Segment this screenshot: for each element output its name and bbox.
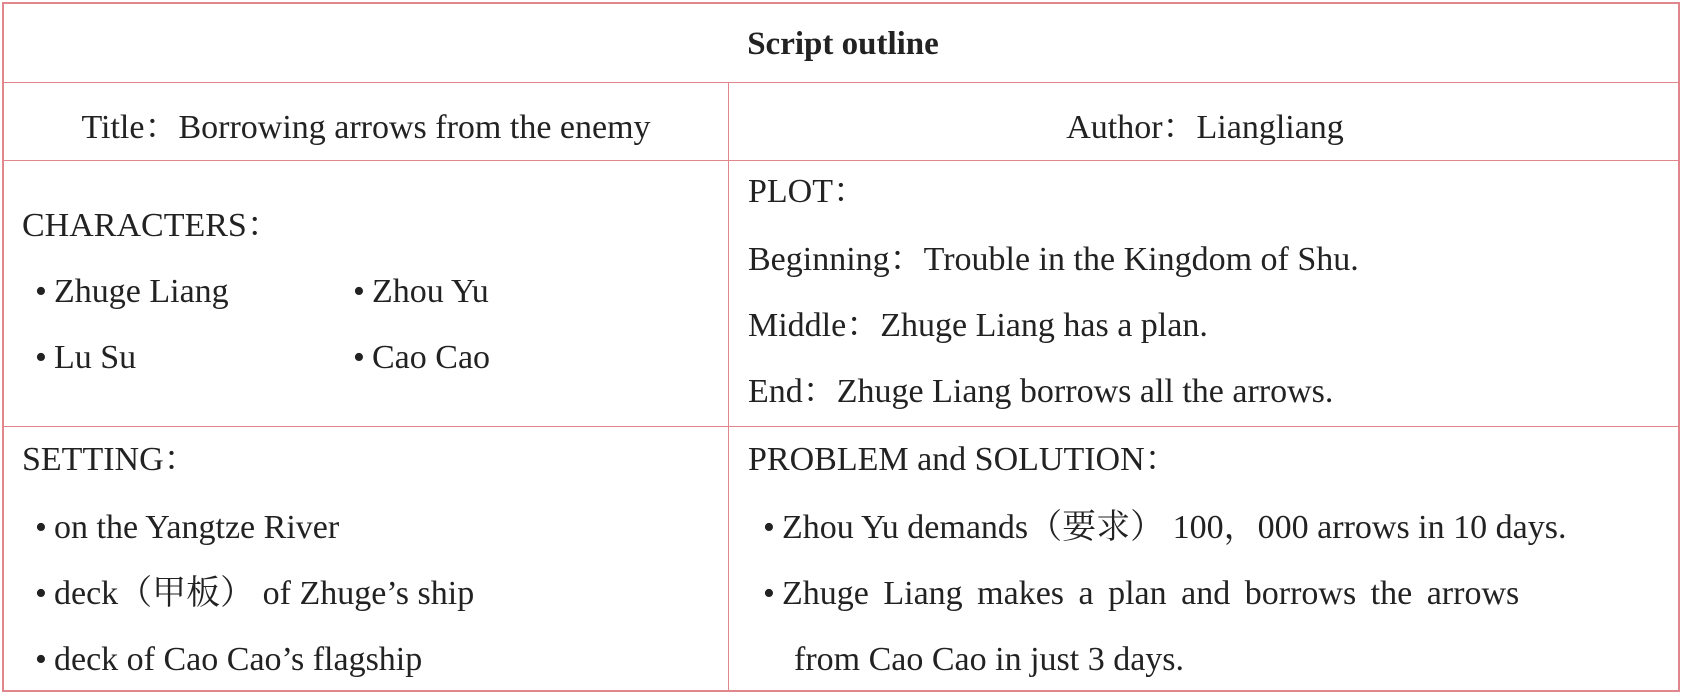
problem-item [756,508,1566,548]
setting-item [28,640,422,680]
character-item [28,338,136,378]
character-item [28,272,229,312]
setting-item [28,574,474,614]
plot-heading: PLOT： [748,173,867,210]
row-divider [4,426,1678,427]
plot-beginning: Beginning：Trouble in the Kingdom of Shu. [748,241,1359,278]
setting-text: deck（甲板） of Zhuge’s ship [54,575,475,612]
script-outline-table [2,2,1680,692]
problem-heading: PROBLEM and SOLUTION： [748,441,1179,478]
characters-heading: CHARACTERS： [22,207,281,244]
setting-text: on the Yangtze River [54,509,340,546]
bullet: • [35,575,47,612]
bullet: • [353,339,365,376]
character-item [346,272,489,312]
plot-end: End：Zhuge Liang borrows all the arrows. [748,373,1334,410]
table-title: Script outline [747,25,939,62]
bullet: • [35,509,47,546]
character-name: Lu Su [54,339,137,376]
author-cell: Author：Liangliang [1066,108,1344,146]
column-divider [728,82,729,690]
plot-middle: Middle：Zhuge Liang has a plan. [748,307,1208,344]
character-name: Zhou Yu [372,273,489,310]
character-name: Zhuge Liang [54,273,229,310]
setting-heading: SETTING： [22,441,198,478]
bullet: • [763,509,775,546]
bullet: • [35,273,47,310]
character-name: Cao Cao [372,339,491,376]
setting-text: deck of Cao Cao’s flagship [54,641,423,678]
problem-text: Zhou Yu demands（要求） 100，000 arrows in 10 days. [782,509,1567,546]
solution-item [756,574,1519,614]
setting-item [28,508,339,548]
script-title-cell: Title：Borrowing arrows from the enemy [81,108,651,146]
solution-text: Zhuge Liang makes a plan and borrows the arrows [782,575,1520,612]
solution-continuation: from Cao Cao in just 3 days. [794,641,1185,678]
bullet: • [353,273,365,310]
bullet: • [35,641,47,678]
bullet: • [763,575,775,612]
bullet: • [35,339,47,376]
character-item [346,338,490,378]
